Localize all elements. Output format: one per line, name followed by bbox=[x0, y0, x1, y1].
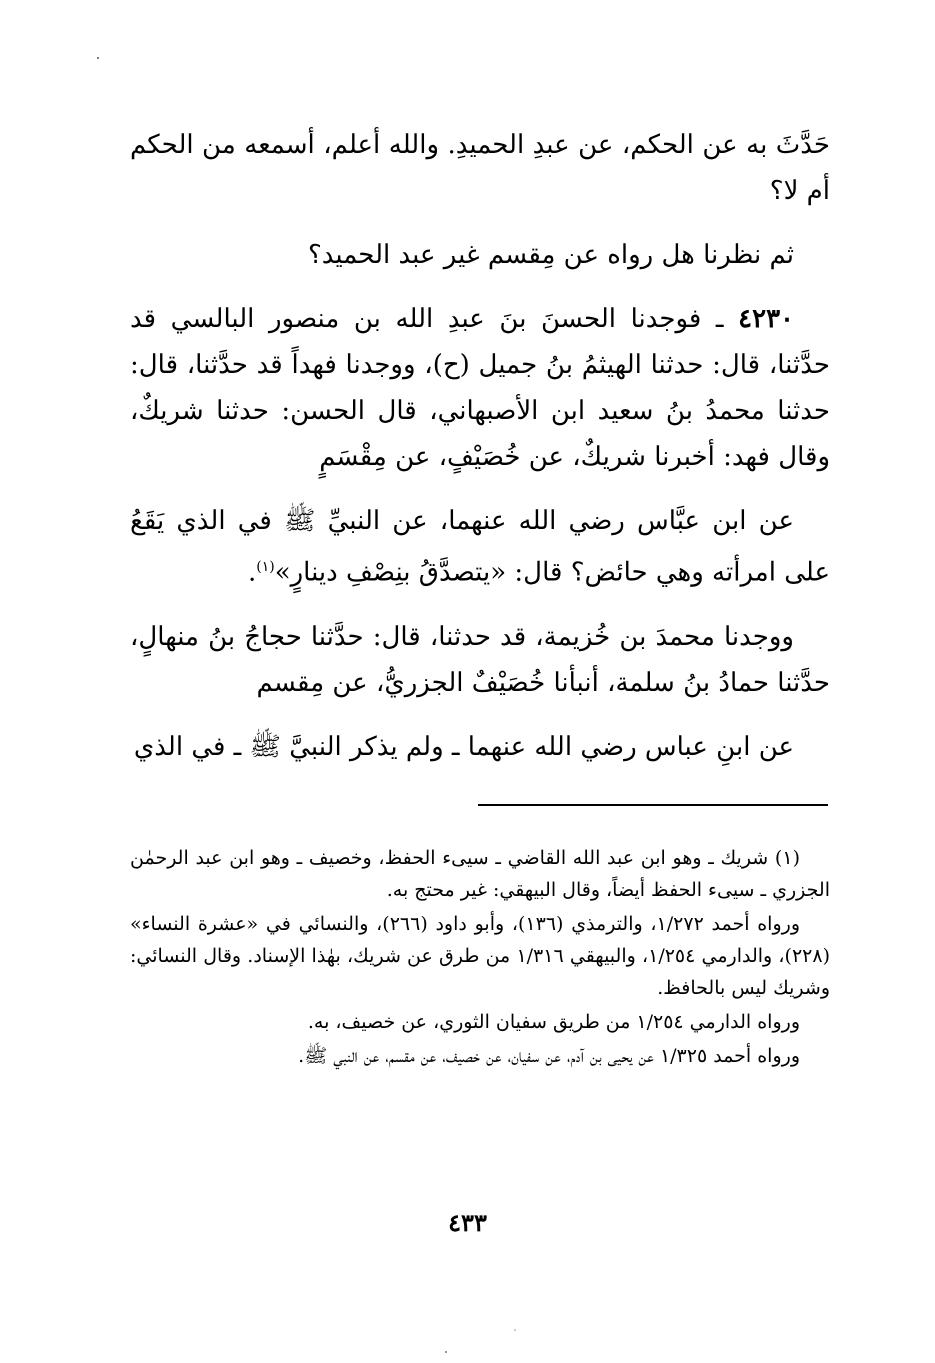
footnote-4: ورواه أحمد ١/٣٢٥ عن يحيى بن آدم، عن سفيان، عن خصيف، عن مقسم، عن النبي ﷺ. bbox=[298, 1045, 800, 1067]
hadith-isnad: ـ فوجدنا الحسنَ بنَ عبدِ الله بن منصور البالسي قد حدَّثنا، قال: حدثنا الهيثمُ بنُ جميل (ح)، ووجدنا فهداً قد حدَّثنا، قال: حدثنا محمدُ بنُ سعيد ابن الأصبهاني، قال الحسن: حدثنا شريكٌ، وقال فهد: أخبرنا شريكٌ، عن خُصَيْفٍ، عن مِقْسَمٍ bbox=[130, 304, 830, 472]
paragraph-6: عن ابنِ عباس رضي الله عنهما ـ ولم يذكر النبيَّ ﷺ ـ في الذي bbox=[133, 731, 794, 762]
footnote-2: ورواه أحمد ١/٢٧٢، والترمذي (١٣٦)، وأبو داود (٢٦٦)، والنسائي في «عشرة النساء» (٢٢٨)، والدارمي ١/٢٥٤، والبيهقي ١/٣١٦ من طرق عن شريك، بهٰذا الإسناد. وقال النسائي: وشريك ليس بالحافظ. bbox=[130, 913, 831, 999]
speck bbox=[445, 1351, 447, 1353]
speck bbox=[97, 57, 99, 59]
footnote-3: ورواه الدارمي ١/٢٥٤ من طريق سفيان الثوري، عن خصيف، به. bbox=[307, 1011, 800, 1033]
paragraph-2: ثم نظرنا هل رواه عن مِقسم غير عبد الحميد؟ bbox=[307, 240, 794, 270]
footnote-1: (١) شريك ـ وهو ابن عبد الله القاضي ـ سيىء الحفظ، وخصيف ـ وهو ابن عبد الرحمٰن الجزري ـ سيىء الحفظ أيضاً، وقال البيهقي: غير محتج به. bbox=[130, 847, 830, 901]
page-number: ٤٣٣ bbox=[448, 1208, 487, 1237]
period: . bbox=[247, 557, 257, 588]
footnote-ref: (١) bbox=[256, 559, 275, 575]
paragraph-1: حَدَّثَ به عن الحكم، عن عبدِ الحميدِ. والله أعلم، أسمعه من الحكم أم لا؟ bbox=[130, 130, 830, 206]
speck bbox=[514, 1329, 516, 1331]
hadith-matn: عن ابن عبَّاس رضي الله عنهما، عن النبيِّ ﷺ في الذي يَقَعُ على امرأته وهي حائض؟ قال: «يتصدَّقُ بنِصْفِ دينارٍ» bbox=[130, 506, 830, 588]
hadith-number: ٤٢٣٠ bbox=[738, 304, 794, 334]
paragraph-5: ووجدنا محمدَ بن خُزيمة، قد حدثنا، قال: حدَّثنا حجاجُ بنُ منهالٍ، حدَّثنا حمادُ بنُ سلمة، أنبأنا خُصَيْفٌ الجزريُّ، عن مِقسم bbox=[130, 621, 830, 698]
